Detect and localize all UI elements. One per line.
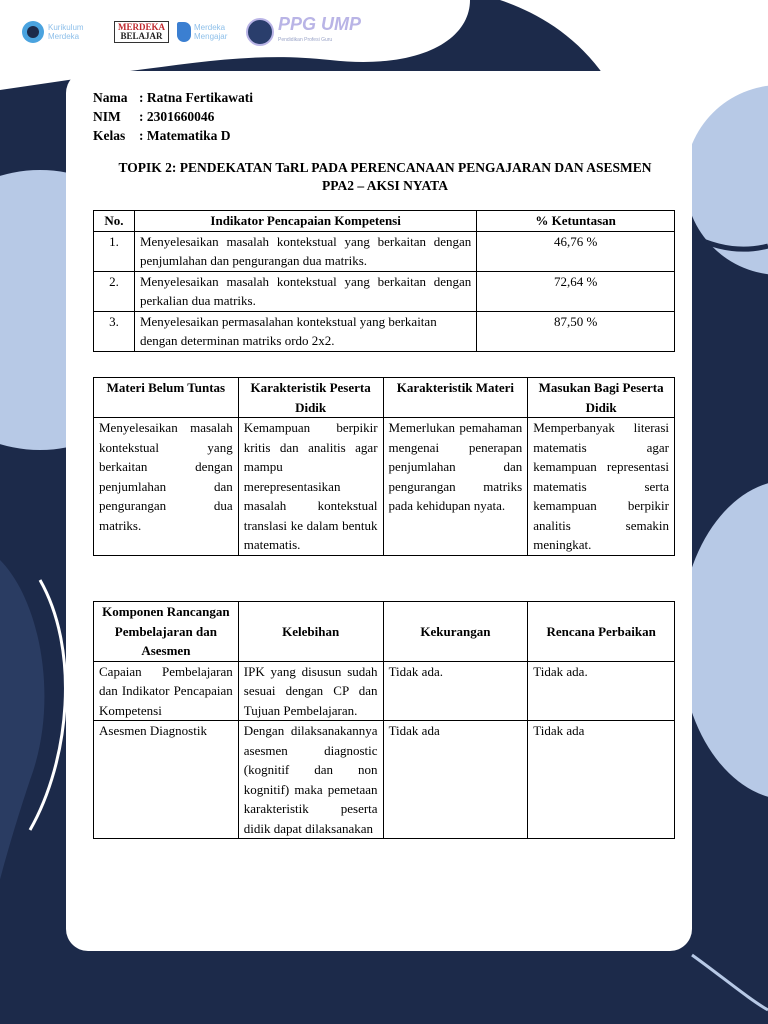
table-cell: Tidak ada.	[383, 661, 528, 721]
table-cell: Kemampuan berpikir kritis dan analitis agar mampu merepresentasikan masalah kontekstual translasi ke dalam bentuk matematis.	[238, 418, 383, 556]
table-cell: Menyelesaikan masalah kontekstual yang berkaitan dengan penjumlahan dan pengurangan dua matriks.	[94, 418, 239, 556]
row-number: 2.	[94, 271, 135, 311]
merdeka-belajar-logo: MERDEKA BELAJAR	[114, 21, 169, 43]
table-header-cell: Karakteristik Materi	[383, 378, 528, 418]
table-cell: Asesmen Diagnostik	[94, 721, 239, 839]
material-analysis-table	[93, 377, 675, 556]
percent-cell: 72,64 %	[477, 271, 675, 311]
merdeka-mengajar-icon	[177, 22, 191, 42]
table-header-cell: Rencana Perbaikan	[528, 602, 675, 662]
student-class-row: Kelas : Matematika D	[93, 128, 231, 143]
row-number: 1.	[94, 231, 135, 271]
table-cell: Capaian Pembelajaran dan Indikator Pencapaian Kompetensi	[94, 661, 239, 721]
ppg-ump-logo: PPG UMP Pendidikan Profesi Guru	[246, 16, 361, 48]
student-name-row: Nama : Ratna Fertikawati	[93, 90, 253, 105]
design-evaluation-table	[93, 601, 675, 839]
table-header-cell: Indikator Pencapaian Kompetensi	[134, 211, 476, 232]
document-body	[93, 88, 677, 836]
table-cell: Tidak ada.	[528, 661, 675, 721]
indicator-cell: Menyelesaikan permasalahan kontekstual yang berkaitan dengan determinan matriks ordo 2x2.	[134, 311, 476, 351]
table-header-row	[94, 211, 675, 232]
table-row	[94, 271, 675, 311]
table-header-cell: Komponen Rancangan Pembelajaran dan Asesmen	[94, 602, 239, 662]
table-row	[94, 231, 675, 271]
table-cell: Memperbanyak literasi matematis agar kemampuan representasi matematis serta kemampuan berpikir analitis semakin meningkat.	[528, 418, 675, 556]
merdeka-mengajar-logo: Merdeka Mengajar	[177, 22, 238, 42]
indicator-cell: Menyelesaikan masalah kontekstual yang berkaitan dengan perkalian dua matriks.	[134, 271, 476, 311]
student-nim-row: NIM : 2301660046	[93, 109, 215, 124]
kurikulum-merdeka-logo: Kurikulum Merdeka	[22, 21, 106, 43]
competency-table	[93, 210, 675, 352]
table-cell: Tidak ada	[383, 721, 528, 839]
table-cell: Tidak ada	[528, 721, 675, 839]
student-info	[93, 88, 677, 145]
table-header-cell: Kekurangan	[383, 602, 528, 662]
table-cell: Dengan dilaksanakannya asesmen diagnostic (kognitif dan non kognitif) maka pemetaan karakteristik peserta didik dapat dilaksanakan	[238, 721, 383, 839]
table-row	[94, 721, 675, 839]
indicator-cell: Menyelesaikan masalah kontekstual yang berkaitan dengan penjumlahan dan pengurangan dua matriks.	[134, 231, 476, 271]
table-header-cell: Karakteristik Peserta Didik	[238, 378, 383, 418]
table-cell: Memerlukan pemahaman mengenai penerapan penjumlahan dan pengurangan matriks pada kehidupan nyata.	[383, 418, 528, 556]
percent-cell: 87,50 %	[477, 311, 675, 351]
table-row	[94, 418, 675, 556]
percent-cell: 46,76 %	[477, 231, 675, 271]
table-header-cell: Kelebihan	[238, 602, 383, 662]
row-number: 3.	[94, 311, 135, 351]
table-header-row	[94, 378, 675, 418]
kurikulum-merdeka-icon	[22, 21, 44, 43]
topic-title: TOPIK 2: PENDEKATAN TaRL PADA PERENCANAAN PENGAJARAN DAN ASESMEN PPA2 – AKSI NYATA	[118, 160, 652, 193]
table-header-cell: Masukan Bagi Peserta Didik	[528, 378, 675, 418]
ump-crest-icon	[246, 18, 274, 46]
table-header-row	[94, 602, 675, 662]
table-header-cell: % Ketuntasan	[477, 211, 675, 232]
table-header-cell: Materi Belum Tuntas	[94, 378, 239, 418]
table-row	[94, 661, 675, 721]
table-cell: IPK yang disusun sudah sesuai dengan CP dan Tujuan Pembelajaran.	[238, 661, 383, 721]
header-logos	[22, 12, 361, 52]
table-header-cell: No.	[94, 211, 135, 232]
table-row	[94, 311, 675, 351]
